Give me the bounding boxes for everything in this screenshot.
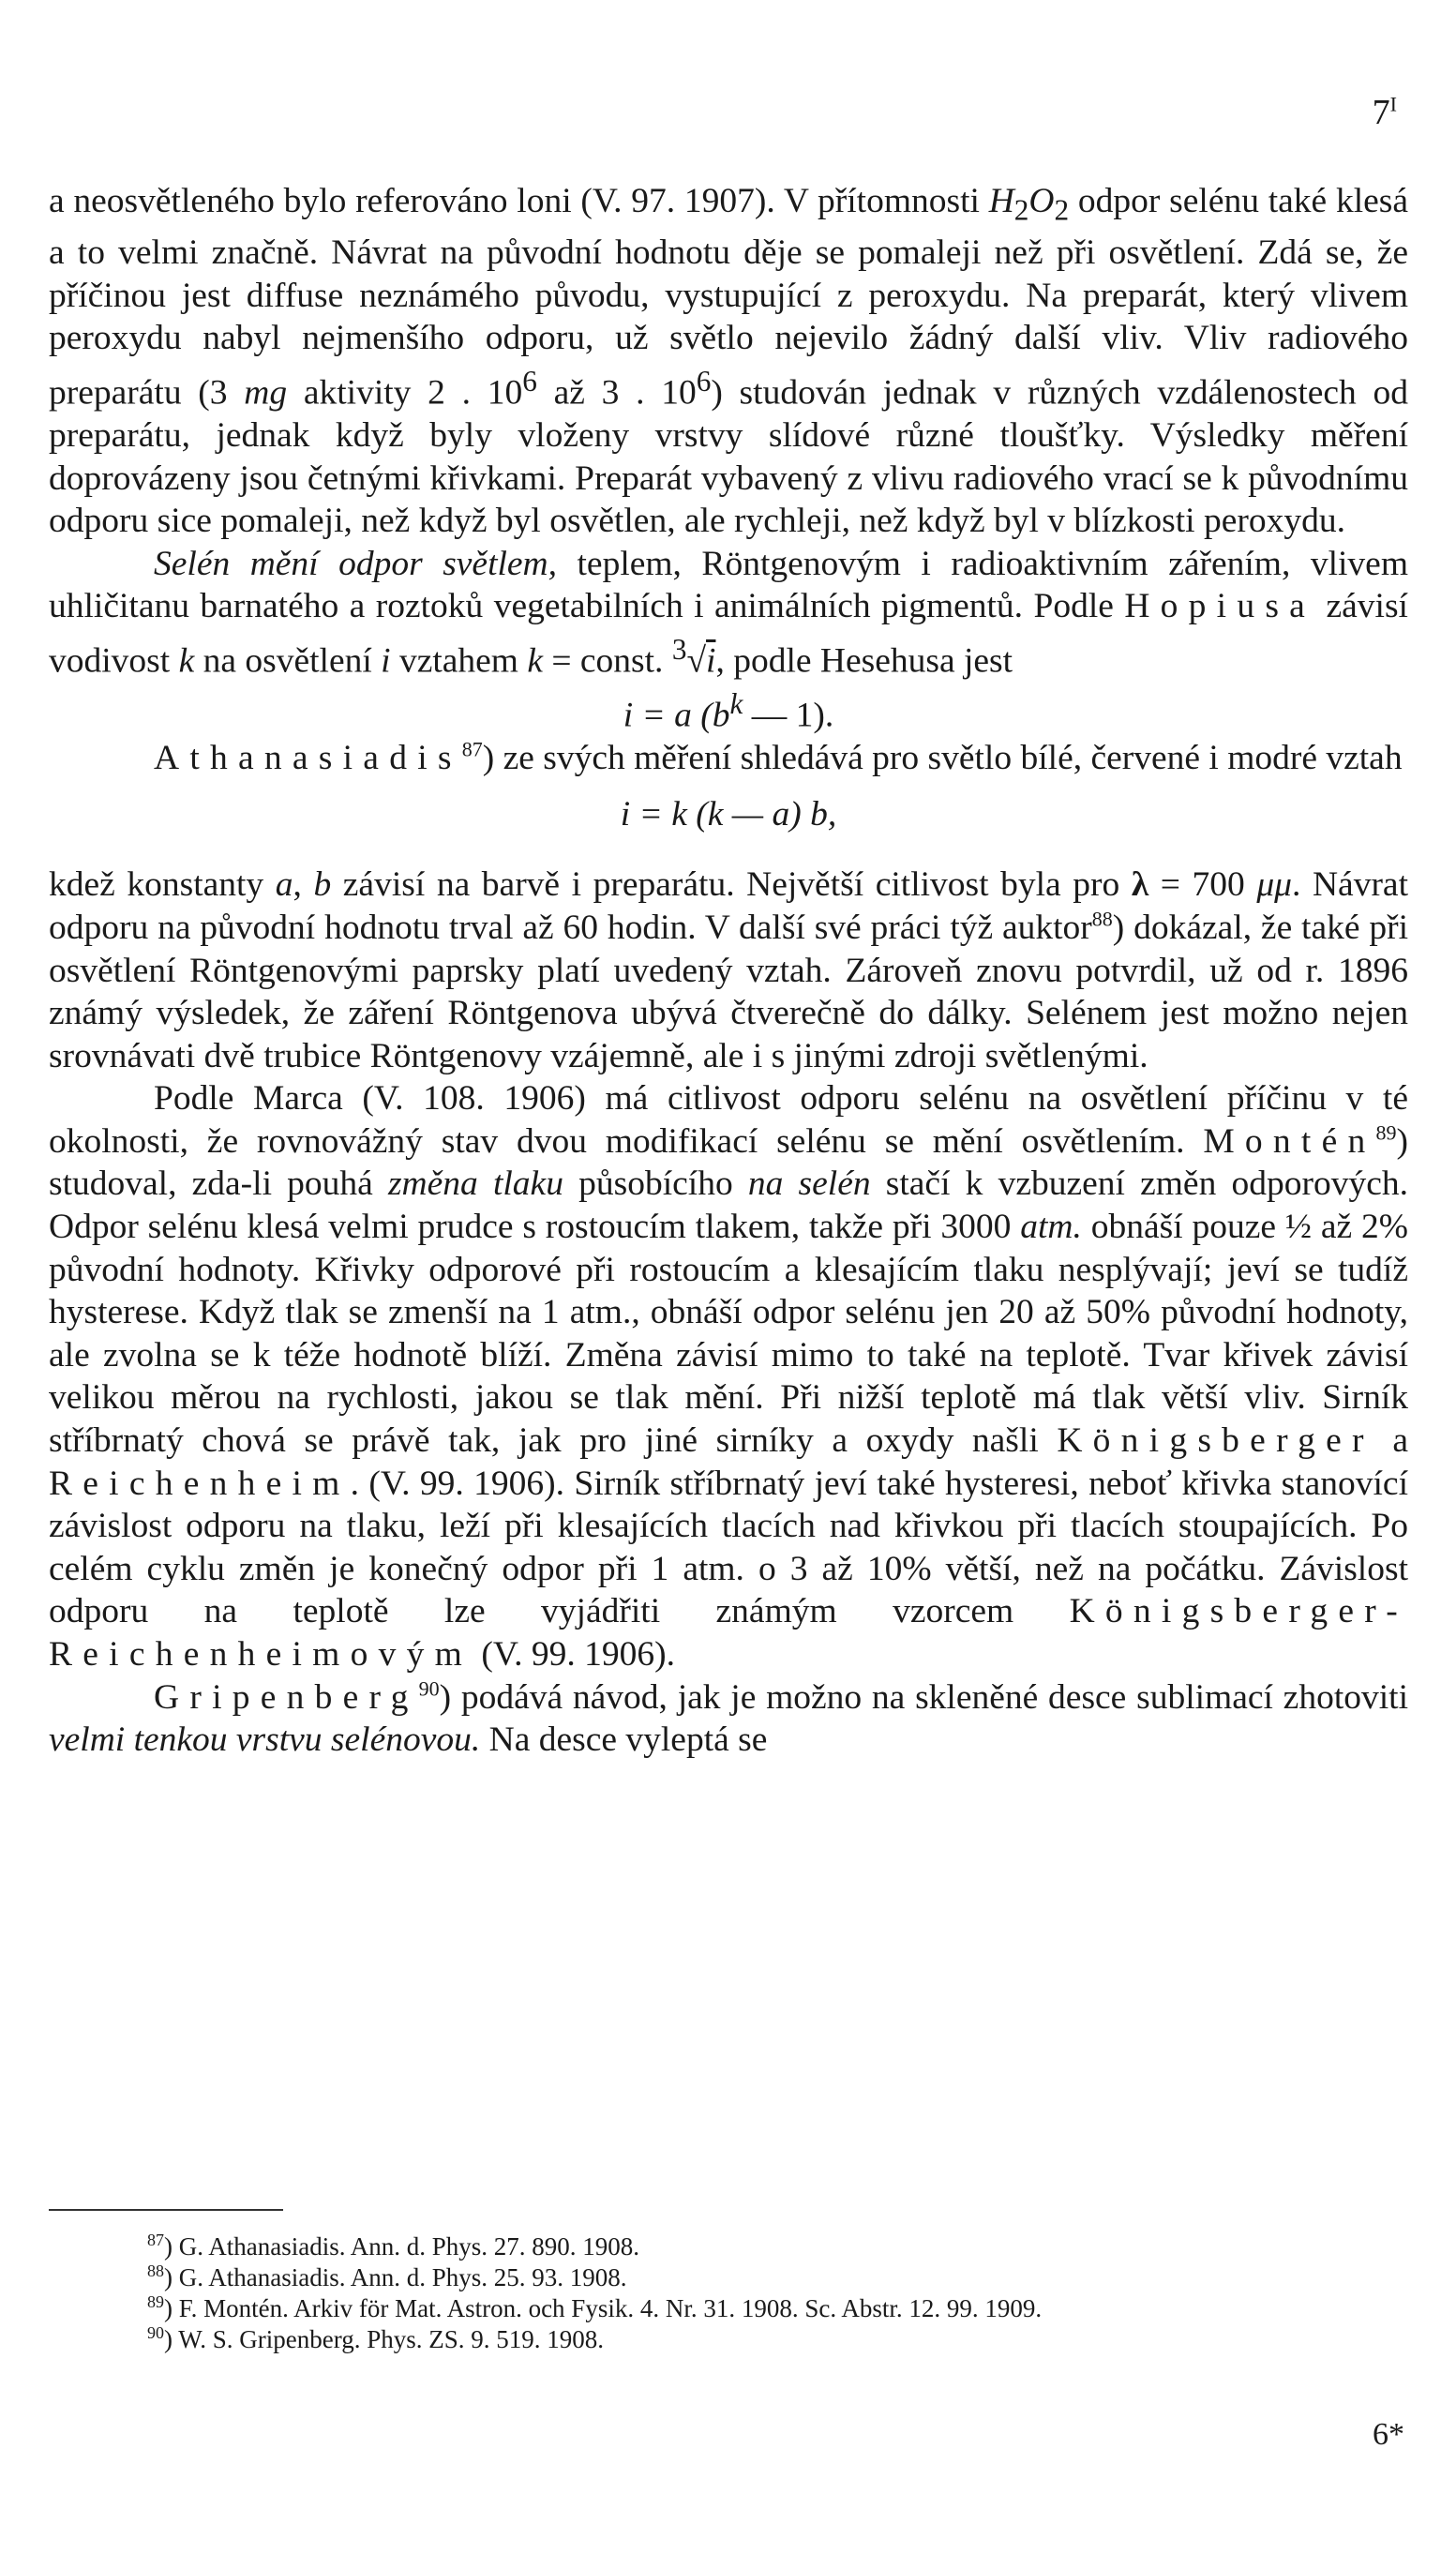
- text: Podle Marca (V. 108. 1906) má citlivost odporu selénu na osvětlení příčinu v té okolnosti, že rovnovážný stav dvou modifikací selénu se mění osvětlením.: [49, 1079, 1408, 1161]
- text: . (V. 99. 1906). Sirník stříbrnatý jeví také hysteresi, neboť křivka stanovící závislost odporu na tlaku, leží při klesajících tlacích nad křivkou při tlacích stoupajících. Po celém cyklu změn je konečný odpor při 1 atm. o 3 až 10% větší, než na počátku. Závislost odporu na teplotě lze vyjádřiti známým vzorcem: [49, 1464, 1408, 1631]
- footnote-ref: 87: [461, 737, 483, 761]
- text: ) studován jednak v různých vzdálenostech od preparátu, jednak když byly vloženy vrstvy slídové různé tloušťky. Výsledky měření doprovázeny jsou četnými křivkami. Preparát vybavený z vlivu radiového vrací se k původnímu odporu sice pomaleji, než když byl osvětlen, ale rychleji, než když byl v blízkosti peroxydu.: [49, 373, 1409, 541]
- text: . Návrat odporu na původní hodnotu trval až 60 hodin. V další své práci týž auktor: [49, 865, 1408, 947]
- formula-mid: = a (b: [633, 696, 730, 735]
- text: ) dokázal, že také při osvětlení Röntgenovými paprsky platí uvedený vztah. Zároveň znovu potvrdil, už od r. 1896 známý výsledek, že záření Röntgenova ubývá čtverečně do dálky. Selénem jest možno nejen srovnávati dvě trubice Röntgenovy vzájemně, ale i s jinými zdroji světlenými.: [49, 908, 1409, 1075]
- author-name: Königsberger-Reichenheimovým: [49, 1592, 1408, 1674]
- var-k: k: [178, 641, 195, 681]
- formula-2: [49, 793, 1408, 836]
- text: (V. 99. 1906).: [473, 1635, 675, 1674]
- text: závisí vodivost: [49, 587, 1408, 681]
- footnote-text: ) W. S. Gripenberg. Phys. ZS. 9. 519. 1908.: [164, 2325, 605, 2353]
- emphasis: na selén: [747, 1164, 871, 1204]
- paragraph-3: [49, 737, 1408, 780]
- formula-sub: 2: [1054, 193, 1070, 227]
- page: [49, 0, 1408, 2569]
- formula-exponent: k: [729, 687, 743, 721]
- author-name: Gripenberg: [154, 1677, 419, 1717]
- text: a: [1373, 1421, 1408, 1461]
- exponent: 6: [696, 364, 712, 398]
- formula-lhs: i: [623, 696, 634, 735]
- text: obnáší pouze ½ až 2% původní hodnoty. Křivky odporové při rostoucím a klesajícím tlaku nesplývají; jeví se tudíž hysterese. Když tlak se zmenší na 1 atm., obnáší odpor selénu jen 20 až 50% původní hodnoty, ale zvolna se k téže hodnotě blíží. Změna závisí mimo to také na teplotě. Tvar křivek závisí velikou měrou na rychlosti, jakou se tlak mění. Při nižší teplotě má tlak větší vliv. Sirník stříbrnatý chová se právě tak, jak pro jiné sirníky a oxydy našli: [49, 1208, 1408, 1461]
- formula-h: H: [988, 182, 1014, 220]
- paragraph-4: [49, 864, 1408, 1077]
- author-name: Königsberger: [1057, 1421, 1374, 1461]
- formula-o: O: [1028, 182, 1055, 220]
- page-number-superscript: I: [1389, 92, 1397, 116]
- text: a neosvětleného bylo referováno loni (V. 97. 1907). V přítomnosti: [49, 182, 989, 220]
- paragraph-1: [49, 180, 1408, 543]
- formula-sub: 2: [1013, 193, 1029, 227]
- author-name: Athanasiadis: [154, 739, 462, 778]
- text: Na desce vyleptá se: [480, 1720, 768, 1760]
- unit-atm: atm.: [1020, 1208, 1082, 1247]
- root-symbol: √: [686, 641, 707, 681]
- footnote-ref: 88: [1091, 907, 1113, 931]
- unit-mg: mg: [244, 373, 288, 413]
- page-number-value: 7: [1372, 93, 1390, 132]
- unit-mu: μμ: [1256, 865, 1293, 905]
- footnote: [49, 2231, 1408, 2262]
- root-index: 3: [671, 632, 687, 666]
- text: na osvětlení: [194, 641, 382, 681]
- emphasis: velmi tenkou vrstvu selénovou.: [49, 1720, 481, 1760]
- formula-text: i = k (k — a) b,: [620, 794, 837, 834]
- footnote-ref: 90: [418, 1676, 440, 1701]
- footnote-text: ) G. Athanasiadis. Ann. d. Phys. 25. 93. 1908.: [164, 2263, 627, 2291]
- author-name: Montén: [1203, 1121, 1376, 1161]
- footnote: [49, 2293, 1408, 2324]
- text: až 3 . 10: [536, 373, 697, 413]
- footnote-number: 88: [147, 2261, 164, 2280]
- text: působícího: [563, 1164, 748, 1204]
- text: aktivity 2 . 10: [287, 373, 523, 413]
- text: ) ze svých měření shledává pro světlo bílé, červené i modré vztah: [482, 739, 1403, 778]
- text: závisí na barvě i preparátu. Největší citlivost byla pro: [331, 865, 1132, 905]
- page-number: [1373, 92, 1397, 133]
- footnote-number: 87: [147, 2231, 164, 2249]
- var-k: k: [527, 641, 543, 681]
- text: = const.: [543, 641, 672, 681]
- footnote-text: ) F. Montén. Arkiv för Mat. Astron. och Fysik. 4. Nr. 31. 1908. Sc. Abstr. 12. 99. 1909.: [164, 2294, 1043, 2322]
- text: = 700: [1148, 865, 1257, 905]
- body-text: [49, 180, 1408, 1762]
- formula-rhs: — 1).: [743, 696, 834, 735]
- author-name: Reichenheim: [49, 1464, 351, 1503]
- root-argument: i: [706, 641, 716, 681]
- footnote-number: 90: [147, 2323, 164, 2342]
- paragraph-2: [49, 543, 1408, 683]
- footnote: [49, 2262, 1408, 2293]
- var-b: b: [313, 865, 332, 905]
- formula-1: [49, 683, 1408, 737]
- paragraph-6: [49, 1676, 1408, 1762]
- text: odpor selénu také klesá a to velmi značně. Návrat na původní hodnotu děje se pomaleji než při osvětlení. Zdá se, že příčinou jest diffuse neznámého původu, vystupující z peroxydu. Na preparát, který vlivem peroxydu nabyl nejmenšího odporu, už světlo nejevilo žádný další vliv. Vliv radiového preparátu (3: [49, 182, 1408, 413]
- footnote-number: 89: [147, 2292, 164, 2311]
- footnote-ref: 89: [1375, 1120, 1397, 1145]
- signature-mark: 6*: [1373, 2417, 1404, 2452]
- author-name: Hopiusa: [1124, 587, 1316, 626]
- text: vztahem: [390, 641, 528, 681]
- text: ) studoval, zda-li pouhá: [49, 1121, 1408, 1204]
- paragraph-5: [49, 1077, 1408, 1675]
- footnote-text: ) G. Athanasiadis. Ann. d. Phys. 27. 890. 1908.: [164, 2232, 640, 2261]
- footnotes: [49, 2231, 1408, 2355]
- text: teplem, Röntgenovým i radioaktivním zářením, vlivem uhličitanu barnatého a roztoků vegetabilních i animálních pigmentů. Podle: [49, 544, 1408, 626]
- footnote: [49, 2324, 1408, 2355]
- text: ,: [293, 865, 314, 905]
- var-i: i: [381, 641, 391, 681]
- text: ) podává návod, jak je možno na skleněné desce sublimací zhotoviti: [439, 1677, 1408, 1717]
- var-a: a: [275, 865, 293, 905]
- text: stačí k vzbuzení změn odporových. Odpor selénu klesá velmi prudce s rostoucím tlakem, takže při 3000: [49, 1164, 1408, 1247]
- emphasis: změna tlaku: [387, 1164, 563, 1204]
- text: kdež konstanty: [49, 865, 276, 905]
- footnote-divider: [49, 2209, 283, 2211]
- text: , podle Hesehusa jest: [715, 641, 1013, 681]
- exponent: 6: [522, 364, 537, 398]
- emphasis: Selén mění odpor světlem,: [154, 544, 558, 583]
- lambda-symbol: λ: [1131, 865, 1149, 905]
